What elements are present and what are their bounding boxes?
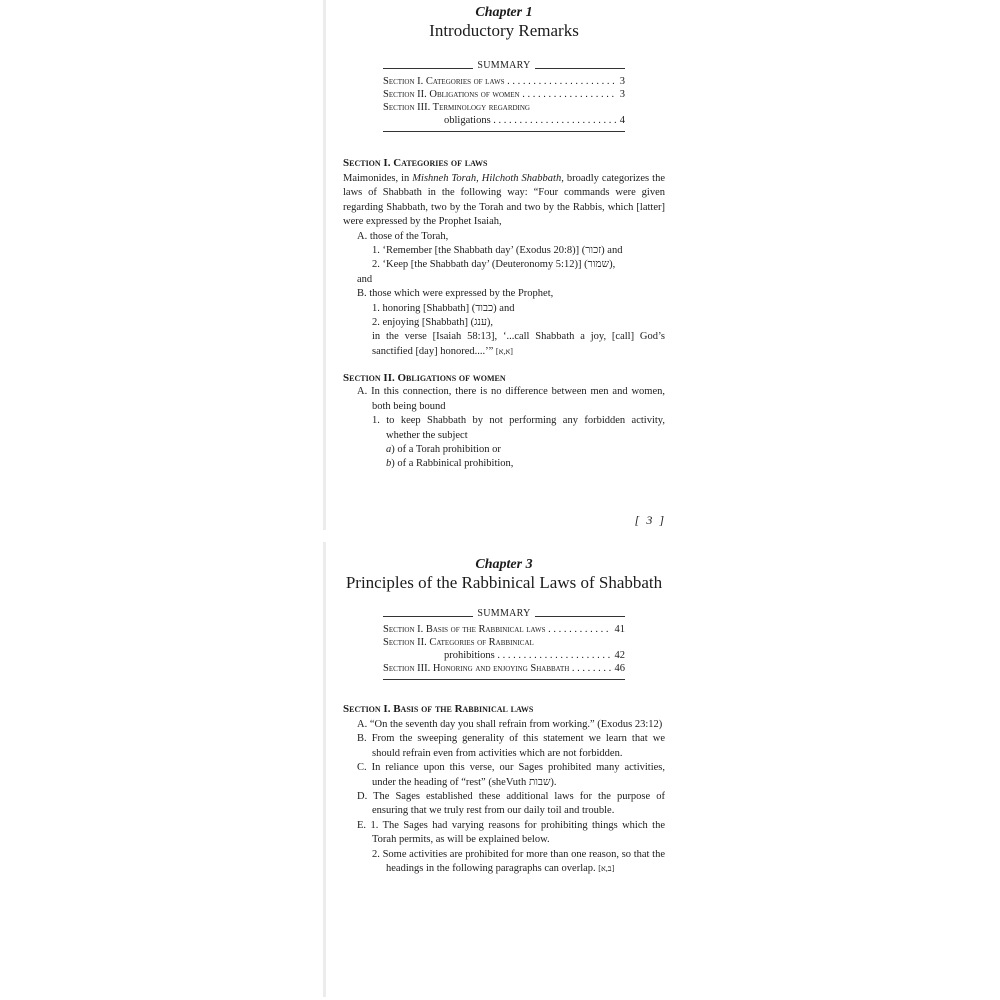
summary-box bbox=[383, 607, 625, 680]
summary-box bbox=[383, 59, 625, 132]
verse-quote: in the verse [Isaiah 58:13], ‘...call Shabbath a joy, [call] God’s sanctified [day] honored....’” [א,א] bbox=[372, 331, 665, 357]
chapter-label: Chapter 1 bbox=[475, 5, 533, 20]
toc-entry: Section III. Terminology regarding bbox=[383, 102, 530, 113]
list-item: 1. honoring [Shabbath] (כבוד) and bbox=[372, 302, 515, 314]
summary-heading: SUMMARY bbox=[383, 607, 625, 620]
toc-entry: Section I. Basis of the Rabbinical laws . . . 41 bbox=[383, 623, 625, 636]
book-page-chapter-3 bbox=[323, 542, 679, 997]
toc-entry: Section III. Honoring and enjoying Shabbath . . . 46 bbox=[383, 662, 625, 675]
summary-rule-right bbox=[535, 616, 625, 617]
toc-entry: Section II. Obligations of women . . . 3 bbox=[383, 88, 625, 101]
chapter-title: Introductory Remarks bbox=[429, 21, 579, 40]
page-number: [ 3 ] bbox=[634, 513, 666, 527]
list-item: B. From the sweeping generality of this statement we learn that we should refrain even from activities which are not forbidden. bbox=[357, 733, 665, 759]
list-item: B. those which were expressed by the Prophet, bbox=[357, 288, 554, 300]
list-item: a) of a Torah prohibition or bbox=[386, 443, 501, 455]
list-item: 2. enjoying [Shabbath] (ענג), bbox=[372, 317, 494, 329]
summary-rule-right bbox=[535, 68, 625, 69]
list-item: A. “On the seventh day you shall refrain from working.” (Exodus 23:12) bbox=[357, 719, 663, 730]
toc-entry: Section II. Categories of Rabbinical bbox=[383, 637, 534, 648]
intro-paragraph: Maimonides, in Mishneh Torah, Hilchoth Shabbath, broadly categorizes the laws of Shabbath in the following way: “Four commands were given regarding Shabbath, two by the Torah and two by the Rabbis, which [latter] were expressed by the Prophet Isaiah, bbox=[343, 173, 665, 228]
chapter-label: Chapter 3 bbox=[475, 557, 533, 572]
list-item: A. In this connection, there is no difference between men and women, both being bound bbox=[357, 386, 665, 412]
toc-entry: obligations . . . 4 bbox=[383, 114, 625, 127]
list-item: b) of a Rabbinical prohibition, bbox=[386, 458, 514, 470]
list-item: 2. Some activities are prohibited for more than one reason, so that the headings in the following paragraphs can overlap. [ב,א] bbox=[372, 848, 665, 875]
list-connector: and bbox=[357, 273, 373, 285]
toc-entry: prohibitions . . . 42 bbox=[383, 649, 625, 662]
summary-heading: SUMMARY bbox=[383, 59, 625, 72]
chapter-title: Principles of the Rabbinical Laws of Shabbath bbox=[345, 573, 663, 592]
summary-rule-left bbox=[383, 68, 473, 69]
section-heading: Section I. Basis of the Rabbinical laws bbox=[343, 703, 534, 715]
list-item: C. In reliance upon this verse, our Sages prohibited many activities, under the heading of “rest” (sheVuth שבות). bbox=[357, 762, 665, 788]
book-page-3 bbox=[323, 0, 679, 530]
list-item: 2. ‘Keep [the Shabbath day’ (Deuteronomy 5:12)] (שמור), bbox=[372, 259, 616, 271]
list-item: E. 1. The Sages had varying reasons for prohibiting things which the Torah permits, as will be explained below. bbox=[357, 819, 665, 846]
list-item: 1. ‘Remember [the Shabbath day’ (Exodus 20:8)] (זכור) and bbox=[372, 245, 623, 257]
section-heading: Section II. Obligations of women bbox=[343, 372, 506, 385]
section-heading: Section I. Categories of laws bbox=[343, 157, 488, 169]
summary-rule-left bbox=[383, 616, 473, 617]
source-ref: [א,א] bbox=[495, 346, 513, 356]
list-item: D. The Sages established these additional laws for the purpose of ensuring that we truly rest from our daily toil and trouble. bbox=[357, 791, 665, 817]
source-ref: [ב,א] bbox=[598, 864, 615, 874]
toc-entry: Section I. Categories of laws . . . 3 bbox=[383, 75, 625, 88]
list-item: 1. to keep Shabbath by not performing any forbidden activity, whether the subject bbox=[372, 415, 665, 441]
list-item: A. those of the Torah, bbox=[357, 230, 449, 242]
